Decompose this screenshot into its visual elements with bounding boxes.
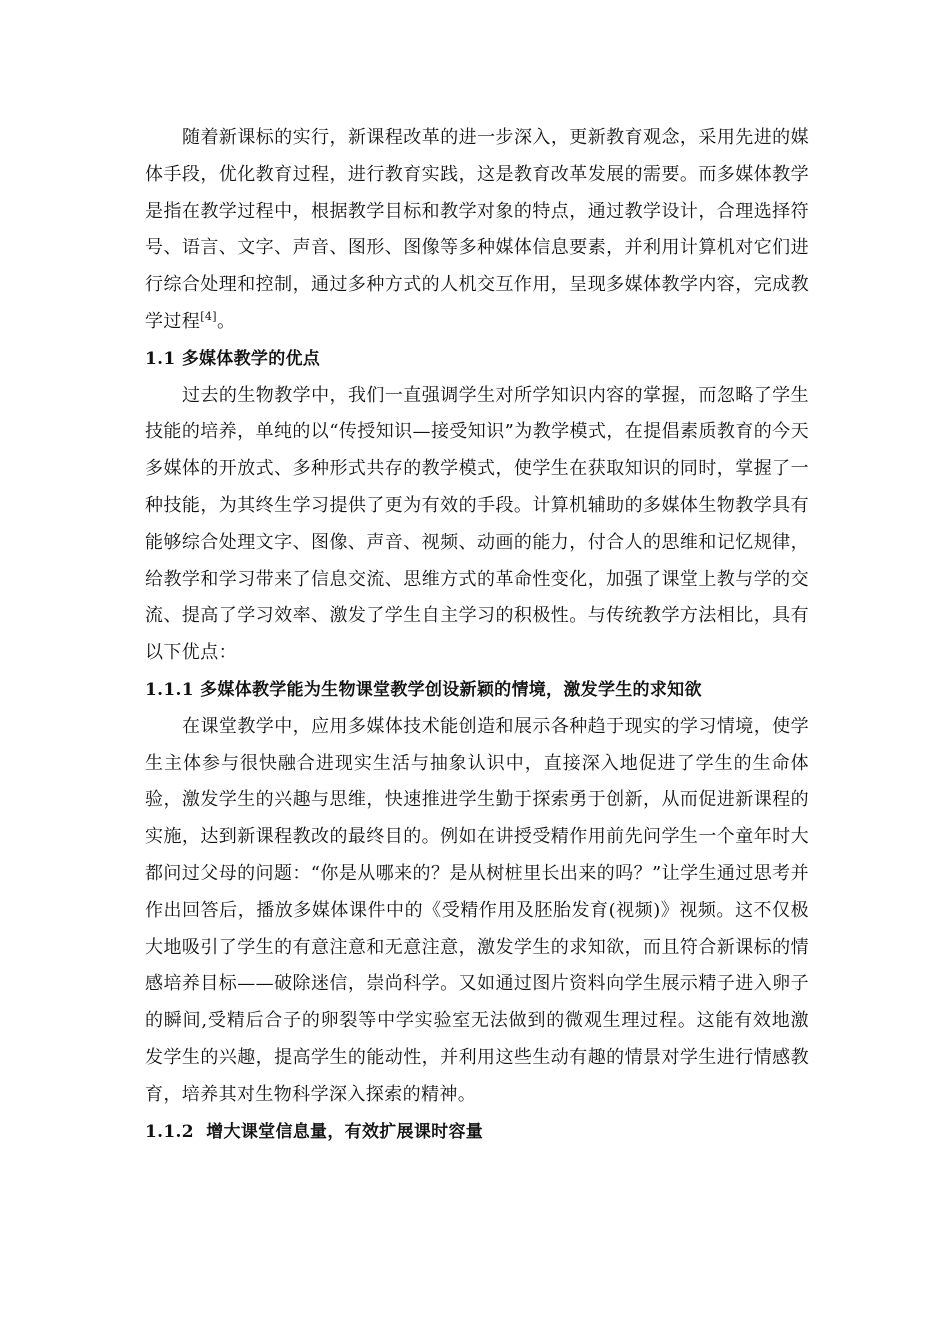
citation-reference: [4] [200, 309, 217, 323]
intro-paragraph [145, 120, 809, 341]
document-body [145, 120, 809, 1150]
intro-paragraph-text: 随着新课标的实行，新课程改革的进一步深入，更新教育观念，采用先进的媒体手段，优化教育过程，进行教育实践，这是教育改革发展的需要。而多媒体教学是指在教学过程中，根据教学目标和教学对象的特点，通过教学设计，合理选择符号、语言、文字、声音、图形、图像等多种媒体信息要素，并利用计算机对它们进行综合处理和控制，通过多种方式的人机交互作用，呈现多媒体教学内容，完成教学过程 [145, 127, 809, 332]
intro-paragraph-end: 。 [217, 310, 236, 332]
section-heading-1-1-2: 1.1.2 增大课堂信息量，有效扩展课时容量 [145, 1121, 484, 1142]
section-heading-1-1: 1.1 多媒体教学的优点 [145, 348, 321, 369]
section-1-1-1-paragraph: 在课堂教学中，应用多媒体技术能创造和展示各种趋于现实的学习情境，使学生主体参与很快融合进现实生活与抽象认识中，直接深入地促进了学生的生命体验，激发学生的兴趣与思维，快速推进学生勤于探索勇于创新，从而促进新课程的实施，达到新课程教改的最终目的。例如在讲授受精作用前先问学生一个童年时大都问过父母的问题：“你是从哪来的？是从树桩里长出来的吗？”让学生通过思考并作出回答后，播放多媒体课件中的《受精作用及胚胎发育(视频)》视频。这不仅极大地吸引了学生的有意注意和无意注意，激发学生的求知欲，而且符合新课标的情感培养目标——破除迷信，崇尚科学。又如通过图片资料向学生展示精子进入卵子的瞬间,受精后合子的卵裂等中学实验室无法做到的微观生理过程。这能有效地激发学生的兴趣，提高学生的能动性，并利用这些生动有趣的情景对学生进行情感教育，培养其对生物科学深入探索的精神。 [145, 715, 809, 1105]
section-1-1-paragraph: 过去的生物教学中，我们一直强调学生对所学知识内容的掌握，而忽略了学生技能的培养，单纯的以“传授知识—接受知识”为教学模式，在提倡素质教育的今天多媒体的开放式、多种形式共存的教学模式，使学生在获取知识的同时，掌握了一种技能，为其终生学习提供了更为有效的手段。计算机辅助的多媒体生物教学具有能够综合处理文字、图像、声音、视频、动画的能力，付合人的思维和记忆规律，给教学和学习带来了信息交流、思维方式的革命性变化，加强了课堂上教与学的交流、提高了学习效率、激发了学生自主学习的积极性。与传统教学方法相比，具有以下优点： [145, 384, 809, 664]
section-heading-1-1-1: 1.1.1 多媒体教学能为生物课堂教学创设新颖的情境，激发学生的求知欲 [145, 679, 702, 700]
